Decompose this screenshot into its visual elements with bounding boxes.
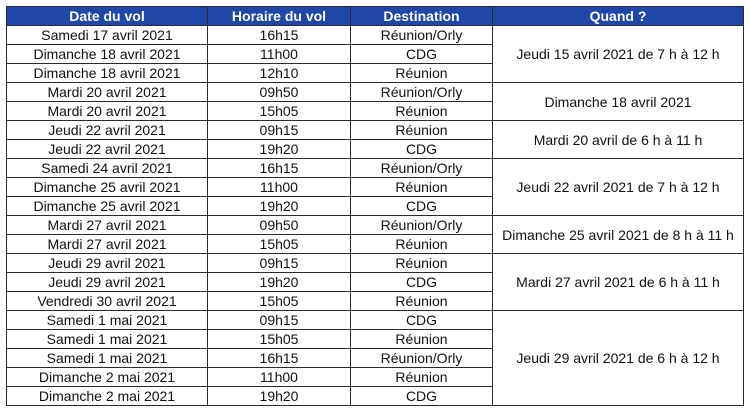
cell-destination: Réunion (351, 254, 493, 273)
cell-horaire: 09h15 (208, 254, 351, 273)
cell-destination: Réunion (351, 64, 493, 83)
cell-date: Samedi 17 avril 2021 (7, 26, 208, 45)
cell-date: Mardi 20 avril 2021 (7, 83, 208, 102)
header-row (7, 7, 744, 26)
cell-horaire: 12h10 (208, 64, 351, 83)
cell-destination: Réunion (351, 178, 493, 197)
table-row (7, 83, 744, 102)
cell-date: Jeudi 22 avril 2021 (7, 140, 208, 159)
cell-destination: CDG (351, 311, 493, 330)
cell-destination: CDG (351, 387, 493, 406)
cell-destination: Réunion (351, 292, 493, 311)
cell-horaire: 09h15 (208, 311, 351, 330)
cell-date: Mardi 20 avril 2021 (7, 102, 208, 121)
header-horaire: Horaire du vol (208, 7, 351, 26)
cell-date: Samedi 1 mai 2021 (7, 349, 208, 368)
cell-horaire: 16h15 (208, 26, 351, 45)
cell-date: Dimanche 18 avril 2021 (7, 45, 208, 64)
cell-horaire: 15h05 (208, 235, 351, 254)
cell-destination: Réunion/Orly (351, 216, 493, 235)
cell-destination: CDG (351, 273, 493, 292)
cell-date: Samedi 1 mai 2021 (7, 311, 208, 330)
cell-quand: Jeudi 15 avril 2021 de 7 h à 12 h (493, 26, 744, 83)
cell-date: Vendredi 30 avril 2021 (7, 292, 208, 311)
table-row (7, 216, 744, 235)
cell-date: Dimanche 2 mai 2021 (7, 368, 208, 387)
cell-destination: Réunion (351, 368, 493, 387)
cell-destination: Réunion/Orly (351, 83, 493, 102)
cell-horaire: 16h15 (208, 159, 351, 178)
cell-quand: Jeudi 29 avril 2021 de 6 h à 12 h (493, 311, 744, 406)
cell-destination: Réunion/Orly (351, 349, 493, 368)
cell-destination: Réunion (351, 102, 493, 121)
table-row (7, 311, 744, 330)
cell-destination: CDG (351, 45, 493, 64)
cell-date: Jeudi 29 avril 2021 (7, 254, 208, 273)
cell-date: Mardi 27 avril 2021 (7, 216, 208, 235)
cell-date: Samedi 1 mai 2021 (7, 330, 208, 349)
cell-horaire: 09h15 (208, 121, 351, 140)
cell-quand: Dimanche 18 avril 2021 (493, 83, 744, 121)
cell-date: Samedi 24 avril 2021 (7, 159, 208, 178)
cell-horaire: 11h00 (208, 368, 351, 387)
cell-date: Jeudi 22 avril 2021 (7, 121, 208, 140)
cell-quand: Jeudi 22 avril 2021 de 7 h à 12 h (493, 159, 744, 216)
cell-date: Dimanche 25 avril 2021 (7, 178, 208, 197)
cell-destination: CDG (351, 140, 493, 159)
cell-quand: Mardi 27 avril 2021 de 6 h à 11 h (493, 254, 744, 311)
table-row (7, 254, 744, 273)
flight-schedule-table (6, 6, 744, 406)
table-row (7, 159, 744, 178)
cell-horaire: 19h20 (208, 140, 351, 159)
cell-destination: CDG (351, 197, 493, 216)
header-quand: Quand ? (493, 7, 744, 26)
cell-horaire: 15h05 (208, 102, 351, 121)
cell-date: Dimanche 18 avril 2021 (7, 64, 208, 83)
table-row (7, 121, 744, 140)
cell-horaire: 09h50 (208, 216, 351, 235)
table-row (7, 26, 744, 45)
cell-date: Dimanche 2 mai 2021 (7, 387, 208, 406)
cell-date: Dimanche 25 avril 2021 (7, 197, 208, 216)
cell-date: Mardi 27 avril 2021 (7, 235, 208, 254)
cell-horaire: 11h00 (208, 178, 351, 197)
cell-horaire: 11h00 (208, 45, 351, 64)
cell-horaire: 19h20 (208, 387, 351, 406)
cell-horaire: 09h50 (208, 83, 351, 102)
cell-horaire: 16h15 (208, 349, 351, 368)
cell-horaire: 19h20 (208, 197, 351, 216)
cell-horaire: 15h05 (208, 330, 351, 349)
cell-destination: Réunion/Orly (351, 159, 493, 178)
cell-quand: Mardi 20 avril de 6 h à 11 h (493, 121, 744, 159)
cell-quand: Dimanche 25 avril 2021 de 8 h à 11 h (493, 216, 744, 254)
schedule-body (7, 26, 744, 406)
cell-destination: Réunion (351, 121, 493, 140)
cell-date: Jeudi 29 avril 2021 (7, 273, 208, 292)
cell-horaire: 19h20 (208, 273, 351, 292)
header-date: Date du vol (7, 7, 208, 26)
cell-horaire: 15h05 (208, 292, 351, 311)
cell-destination: Réunion (351, 330, 493, 349)
header-destination: Destination (351, 7, 493, 26)
cell-destination: Réunion (351, 235, 493, 254)
cell-destination: Réunion/Orly (351, 26, 493, 45)
